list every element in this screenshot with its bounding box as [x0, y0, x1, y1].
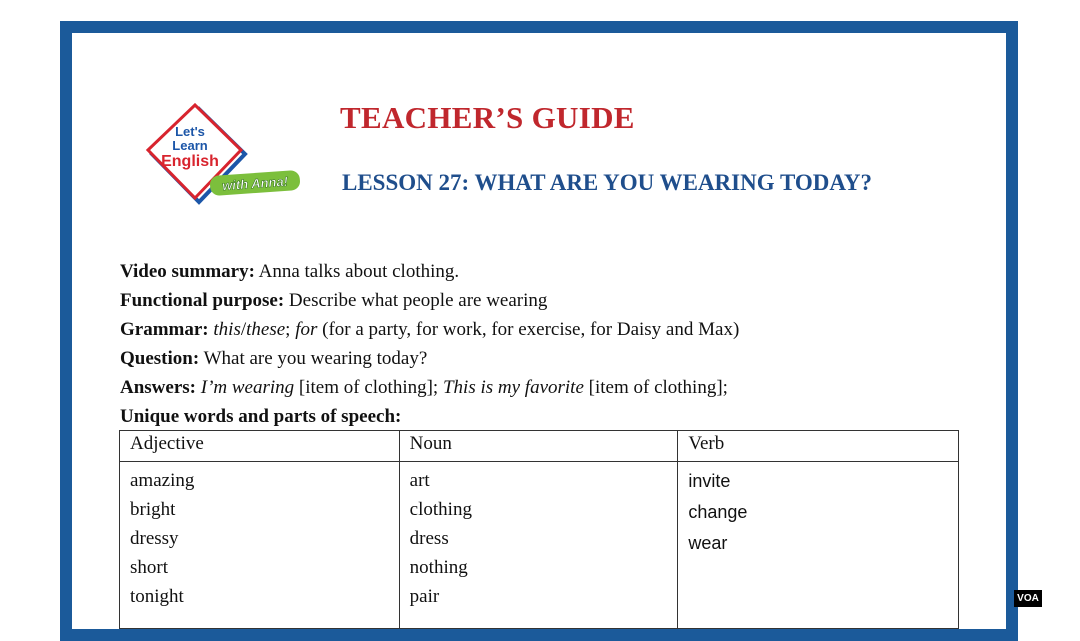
answers-italic2: This is my favorite	[442, 377, 584, 398]
question-label: Question:	[120, 348, 200, 369]
header-verb: Verb	[678, 431, 959, 462]
answers-text2: [item of clothing];	[583, 377, 728, 398]
list-item: change	[688, 502, 748, 522]
list-item: dress	[409, 528, 449, 549]
list-item: invite	[688, 471, 731, 491]
answers-text1: [item of clothing];	[294, 377, 443, 398]
question-text: What are you wearing today?	[199, 348, 428, 369]
grammar-for: for	[295, 319, 318, 340]
list-item: wear	[688, 533, 728, 553]
table-row	[120, 462, 959, 629]
answers-label: Answers:	[120, 377, 196, 398]
header-noun: Noun	[399, 431, 678, 462]
video-summary-text: Anna talks about clothing.	[254, 261, 460, 282]
lesson-info	[120, 257, 980, 431]
functional-purpose-text: Describe what people are wearing	[284, 290, 548, 311]
list-item: nothing	[409, 557, 468, 578]
noun-cell	[399, 462, 678, 629]
video-summary-label: Video summary:	[120, 261, 255, 282]
table-header-row	[120, 431, 959, 462]
logo-line1: Let's	[175, 124, 205, 139]
page-title: TEACHER’S GUIDE	[340, 100, 635, 135]
answers-italic1: I’m wearing	[200, 377, 295, 398]
video-summary-line	[120, 257, 980, 286]
answers-line	[120, 373, 980, 402]
unique-words-heading-line	[120, 402, 980, 431]
unique-words-heading: Unique words and parts of speech:	[120, 406, 402, 427]
logo-line3: English	[161, 153, 219, 170]
list-item: short	[130, 557, 168, 578]
functional-purpose-label: Functional purpose:	[120, 290, 285, 311]
header-adjective: Adjective	[120, 431, 400, 462]
grammar-these: these	[246, 319, 286, 340]
grammar-this: this	[213, 319, 241, 340]
grammar-line	[120, 315, 980, 344]
lets-learn-english-logo	[138, 103, 308, 208]
list-item: tonight	[130, 586, 184, 607]
list-item: clothing	[409, 499, 472, 520]
list-item: art	[409, 470, 430, 491]
list-item: dressy	[130, 528, 179, 549]
adjective-cell	[120, 462, 400, 629]
grammar-semicolon: ;	[285, 319, 296, 340]
voa-badge: VOA	[1014, 590, 1042, 607]
logo-line2: Learn	[172, 138, 208, 153]
lesson-subtitle: LESSON 27: WHAT ARE YOU WEARING TODAY?	[342, 170, 872, 195]
list-item: pair	[409, 586, 440, 607]
functional-purpose-line	[120, 286, 980, 315]
list-item: amazing	[130, 470, 195, 491]
question-line	[120, 344, 980, 373]
verb-cell	[678, 462, 959, 629]
grammar-slash: /	[240, 319, 247, 340]
list-item: bright	[130, 499, 176, 520]
grammar-label: Grammar:	[120, 319, 209, 340]
logo-tag: with Anna!	[221, 173, 289, 194]
vocabulary-table	[119, 430, 959, 629]
grammar-text: (for a party, for work, for exercise, for Daisy and Max)	[317, 319, 740, 340]
